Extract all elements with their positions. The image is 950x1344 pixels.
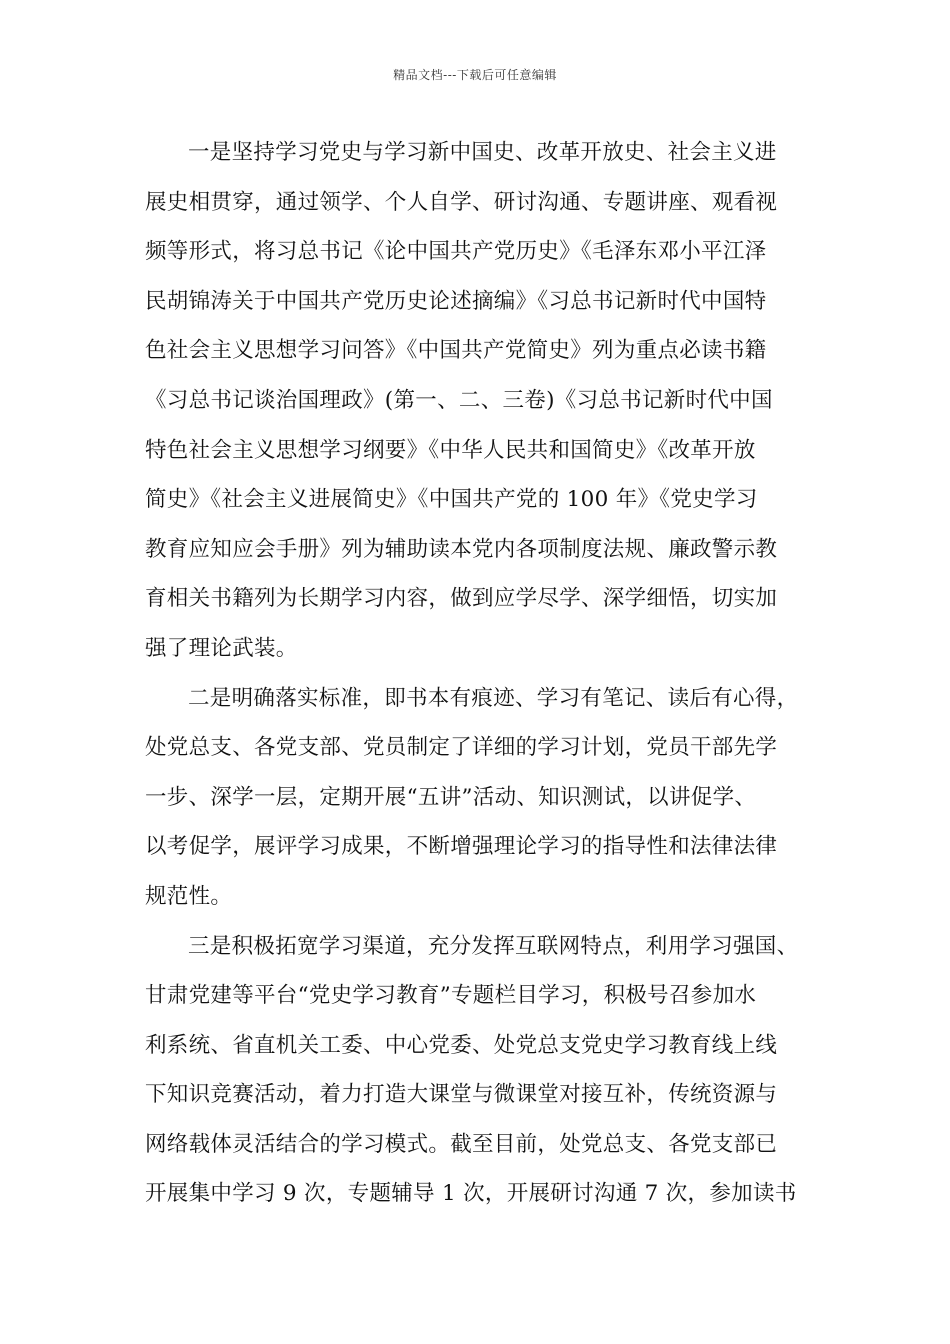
- text-line: 教育应知应会手册》列为辅助读本党内各项制度法规、廉政警示教: [145, 536, 778, 562]
- text-line: 展史相贯穿，通过领学、个人自学、研讨沟通、专题讲座、观看视: [145, 189, 778, 215]
- text-line: 特色社会主义思想学习纲要》《中华人民共和国简史》《改革开放: [145, 437, 756, 463]
- paragraph-3: [145, 922, 835, 1220]
- text-line: 规范性。: [145, 883, 233, 909]
- text-line: 网络载体灵活结合的学习模式。截至目前，处党总支、各党支部已: [145, 1131, 778, 1157]
- text-line: 处党总支、各党支部、党员制定了详细的学习计划，党员干部先学: [145, 735, 778, 761]
- text-line: 强了理论武装。: [145, 635, 298, 661]
- text-line: 一是坚持学习党史与学习新中国史、改革开放史、社会主义进: [188, 140, 777, 165]
- text-line: 利系统、省直机关工委、中心党委、处党总支党史学习教育线上线: [145, 1032, 778, 1058]
- page-header: 精品文档---下载后可任意编辑: [393, 68, 557, 82]
- paragraph-2: [145, 674, 835, 922]
- text-line: 甘肃党建等平台“党史学习教育”专题栏目学习，积极号召参加水: [145, 983, 757, 1009]
- text-line: 二是明确落实标准，即书本有痕迹、学习有笔记、读后有心得，: [188, 685, 799, 711]
- text-line: 下知识竞赛活动，着力打造大课堂与微课堂对接互补，传统资源与: [145, 1082, 778, 1108]
- text-line: 民胡锦涛关于中国共产党历史论述摘编》《习总书记新时代中国特: [145, 288, 767, 314]
- paragraph-1: [145, 128, 835, 674]
- document-body: [145, 128, 835, 1219]
- text-line: 育相关书籍列为长期学习内容，做到应学尽学、深学细悟，切实加: [145, 586, 778, 612]
- text-line: 频等形式，将习总书记《论中国共产党历史》《毛泽东邓小平江泽: [145, 239, 767, 265]
- text-line: 《习总书记谈治国理政》(第一、二、三卷)《习总书记新时代中国: [145, 387, 773, 413]
- text-line: 一步、深学一层，定期开展“五讲”活动、知识测试，以讲促学、: [145, 784, 757, 810]
- text-line: 以考促学，展评学习成果，不断增强理论学习的指导性和法律法律: [145, 834, 778, 860]
- text-line: 简史》《社会主义进展简史》《中国共产党的 100 年》《党史学习: [145, 487, 758, 513]
- text-line: 开展集中学习 9 次，专题辅导 1 次，开展研讨沟通 7 次，参加读书: [145, 1181, 797, 1207]
- text-line: 色社会主义思想学习问答》《中国共产党简史》列为重点必读书籍: [145, 338, 767, 364]
- text-line: 三是积极拓宽学习渠道，充分发挥互联网特点，利用学习强国、: [188, 933, 799, 959]
